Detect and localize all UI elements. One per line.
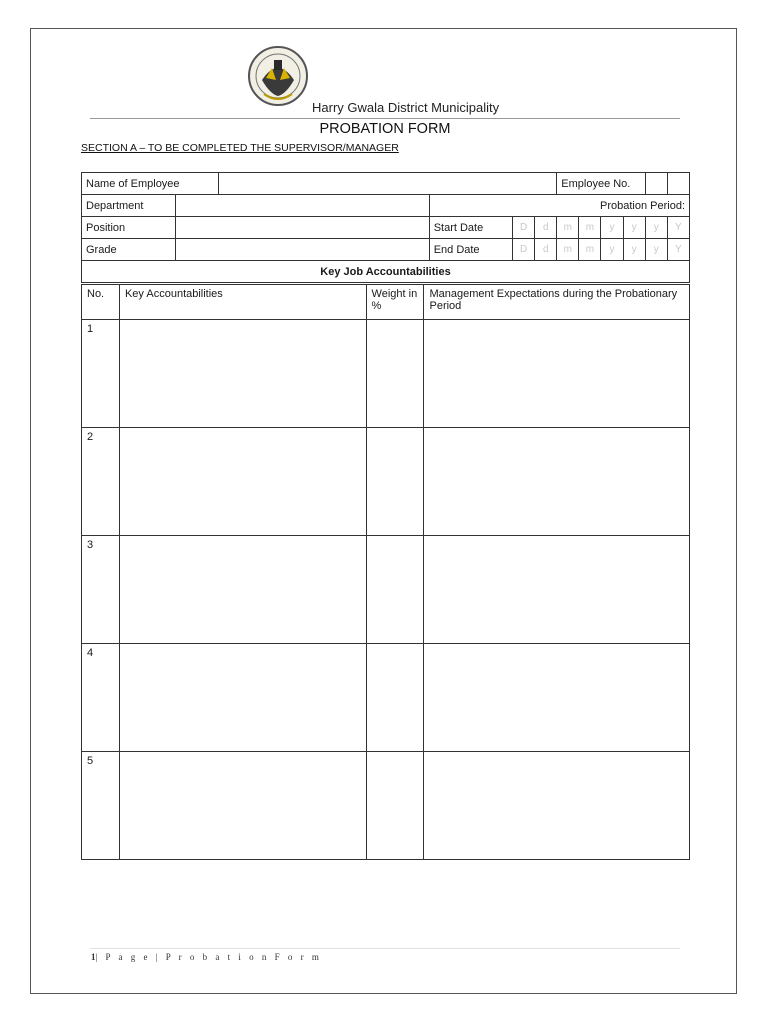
table-row bbox=[82, 752, 690, 860]
start-date-year-box[interactable]: Y bbox=[667, 217, 689, 239]
start-date-year-box[interactable]: y bbox=[623, 217, 645, 239]
footer-text: | P a g e | P r o b a t i o n F o r m bbox=[95, 952, 322, 962]
end-date-day-box[interactable]: D bbox=[513, 239, 535, 261]
accountabilities-table bbox=[81, 284, 690, 860]
key-accountability-cell[interactable] bbox=[119, 644, 366, 752]
footer-divider bbox=[90, 948, 680, 949]
end-date-year-box[interactable]: y bbox=[601, 239, 623, 261]
col-no-header: No. bbox=[82, 285, 120, 320]
employee-no-label: Employee No. bbox=[557, 173, 645, 195]
end-date-year-box[interactable]: y bbox=[645, 239, 667, 261]
grade-label: Grade bbox=[82, 239, 176, 261]
expectations-cell[interactable] bbox=[424, 644, 690, 752]
expectations-cell[interactable] bbox=[424, 536, 690, 644]
department-label: Department bbox=[82, 195, 176, 217]
col-expectations-header: Management Expectations during the Probationary Period bbox=[424, 285, 690, 320]
row-number: 3 bbox=[82, 536, 120, 644]
weight-cell[interactable] bbox=[366, 752, 424, 860]
end-date-label: End Date bbox=[429, 239, 512, 261]
name-of-employee-field[interactable] bbox=[218, 173, 557, 195]
col-weight-header: Weight in % bbox=[366, 285, 424, 320]
table-row bbox=[82, 644, 690, 752]
section-heading: SECTION A – TO BE COMPLETED THE SUPERVISOR/MANAGER bbox=[81, 142, 399, 154]
key-accountability-cell[interactable] bbox=[119, 752, 366, 860]
department-field[interactable] bbox=[176, 195, 429, 217]
municipality-name: Harry Gwala District Municipality bbox=[312, 100, 500, 115]
table-row bbox=[82, 320, 690, 428]
table-row bbox=[82, 536, 690, 644]
key-accountability-cell[interactable] bbox=[119, 428, 366, 536]
expectations-cell[interactable] bbox=[424, 320, 690, 428]
expectations-cell[interactable] bbox=[424, 428, 690, 536]
position-field[interactable] bbox=[176, 217, 429, 239]
start-date-day-box[interactable]: D bbox=[513, 217, 535, 239]
grade-field[interactable] bbox=[176, 239, 429, 261]
page-number: 1 bbox=[91, 952, 96, 962]
row-number: 1 bbox=[82, 320, 120, 428]
start-date-day-box[interactable]: d bbox=[535, 217, 557, 239]
key-job-accountabilities-heading: Key Job Accountabilities bbox=[82, 261, 690, 283]
position-label: Position bbox=[82, 217, 176, 239]
end-date-month-box[interactable]: m bbox=[579, 239, 601, 261]
page-footer bbox=[91, 952, 322, 962]
weight-cell[interactable] bbox=[366, 428, 424, 536]
start-date-year-box[interactable]: y bbox=[601, 217, 623, 239]
end-date-year-box[interactable]: Y bbox=[667, 239, 689, 261]
end-date-day-box[interactable]: d bbox=[535, 239, 557, 261]
weight-cell[interactable] bbox=[366, 320, 424, 428]
weight-cell[interactable] bbox=[366, 536, 424, 644]
end-date-month-box[interactable]: m bbox=[557, 239, 579, 261]
municipality-logo bbox=[246, 44, 310, 110]
start-date-month-box[interactable]: m bbox=[557, 217, 579, 239]
employee-no-box[interactable] bbox=[667, 173, 689, 195]
table-row bbox=[82, 428, 690, 536]
employee-details-table bbox=[81, 172, 690, 283]
header-divider bbox=[90, 118, 680, 119]
probation-period-label: Probation Period: bbox=[429, 195, 689, 217]
employee-no-box[interactable] bbox=[645, 173, 667, 195]
row-number: 2 bbox=[82, 428, 120, 536]
start-date-label: Start Date bbox=[429, 217, 512, 239]
row-number: 4 bbox=[82, 644, 120, 752]
end-date-year-box[interactable]: y bbox=[623, 239, 645, 261]
start-date-month-box[interactable]: m bbox=[579, 217, 601, 239]
key-accountability-cell[interactable] bbox=[119, 320, 366, 428]
start-date-year-box[interactable]: y bbox=[645, 217, 667, 239]
col-key-accountabilities-header: Key Accountabilities bbox=[119, 285, 366, 320]
page-title: PROBATION FORM bbox=[319, 121, 451, 137]
weight-cell[interactable] bbox=[366, 644, 424, 752]
expectations-cell[interactable] bbox=[424, 752, 690, 860]
row-number: 5 bbox=[82, 752, 120, 860]
name-of-employee-label: Name of Employee bbox=[82, 173, 219, 195]
key-accountability-cell[interactable] bbox=[119, 536, 366, 644]
